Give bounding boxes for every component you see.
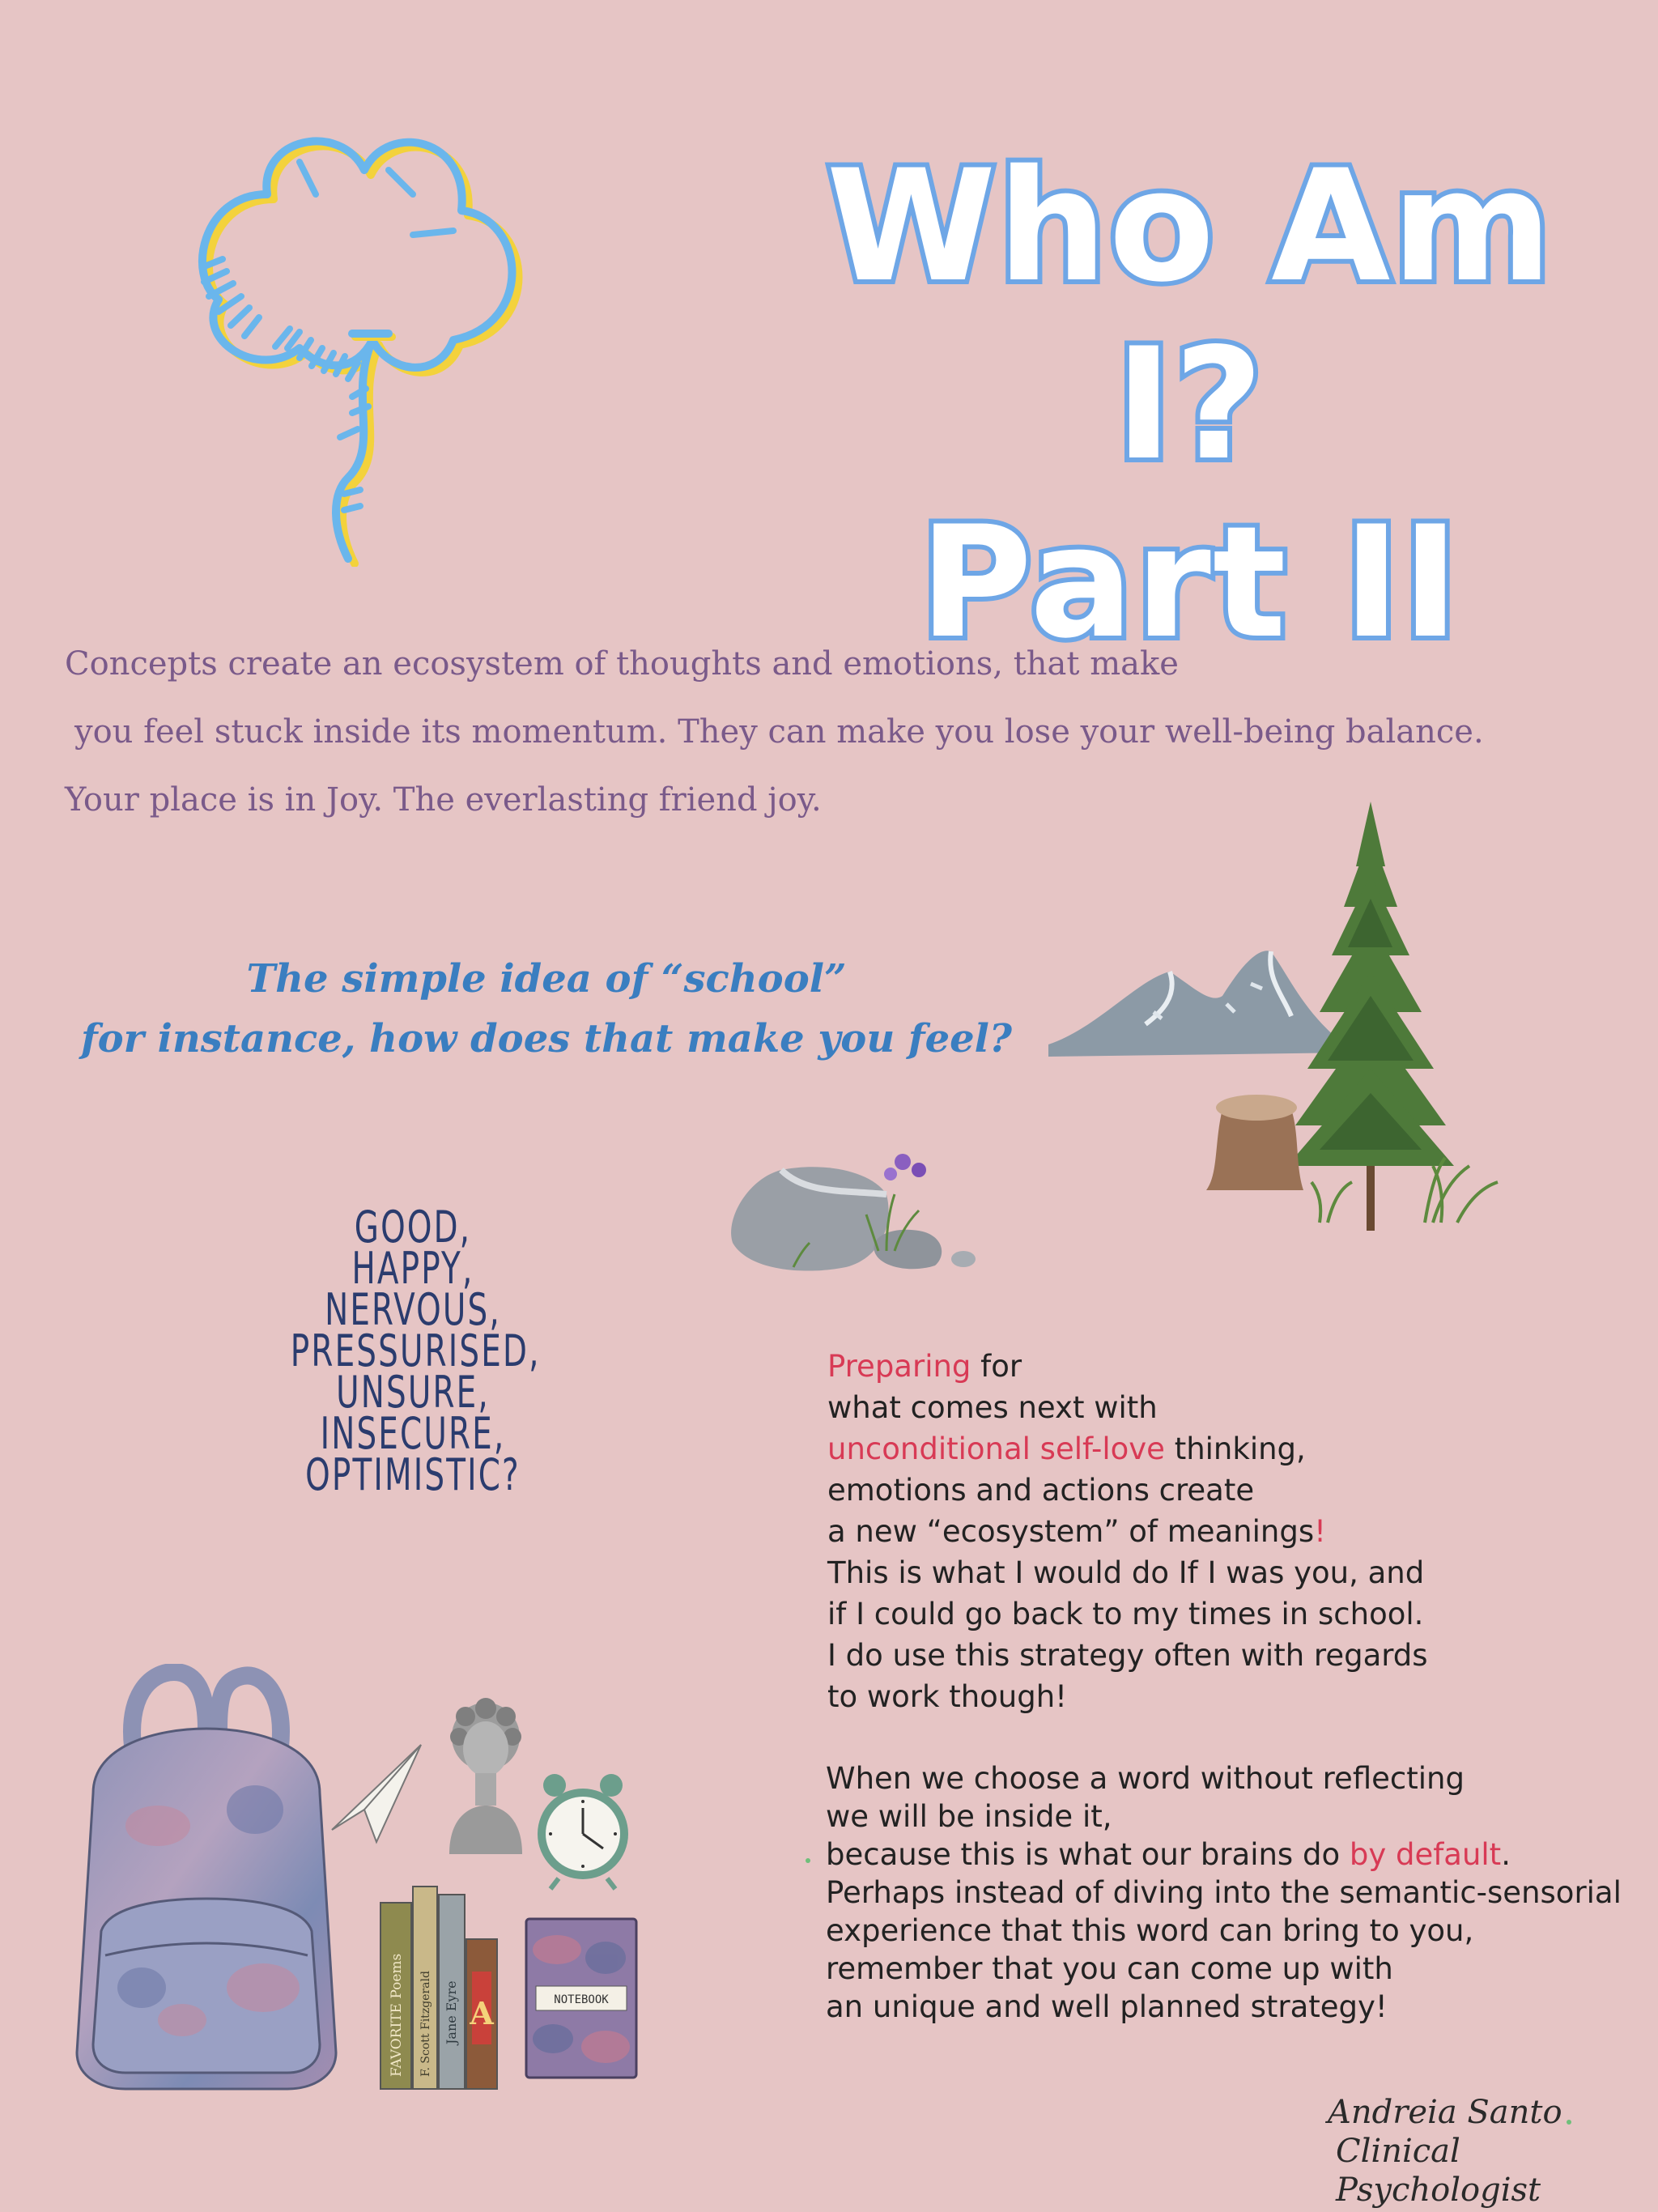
signature-title: Clinical Psychologist [1336,2133,1541,2209]
body-line: an unique and well planned strategy! [826,1989,1388,2024]
body-line: I do use this strategy often with regards [827,1638,1428,1673]
strategy-paragraph [827,1346,1428,1717]
rocks-icon [716,1146,984,1279]
reflection-paragraph [826,1759,1622,2026]
pine-tree-icon [1182,802,1522,1239]
feeling-item: GOOD, [354,1202,472,1253]
body-line: emotions and actions create [827,1473,1255,1508]
book-favorite-label: FAVORITE Poems [389,1953,405,2077]
books-icon [376,1882,502,2093]
question-line-2: for instance, how does that make you feel? [80,1016,1013,1061]
body-text: thinking, [1164,1431,1306,1466]
intro-line-3: Your place is in Joy. The everlasting friend joy. [65,781,822,819]
notebook-icon [525,1917,638,2079]
intro-line-1: Concepts create an ecosystem of thoughts and emotions, that make [65,645,1179,683]
body-line: if I could go back to my times in school. [827,1597,1424,1631]
body-text: a new “ecosystem” of meanings [827,1514,1315,1549]
signature [1328,2093,1587,2210]
feelings-list [290,1202,541,1500]
body-line: Perhaps instead of diving into the semantic-sensorial [826,1875,1622,1910]
book-jane-eyre-label: Jane Eyre [444,1980,459,2044]
intro-line-2: you feel stuck inside its momentum. They can make you lose your well-being balance. [74,713,1484,751]
alarm-clock-icon [530,1769,636,1891]
feeling-item: INSECURE, [320,1408,506,1459]
body-line: what comes next with [827,1390,1158,1425]
decorative-dot [1567,2120,1571,2125]
highlight-self-love: unconditional self-love [827,1431,1165,1466]
body-text: for [971,1349,1022,1384]
decorative-dot [806,1858,810,1863]
body-line: remember that you can come up with [826,1951,1393,1986]
book-fitzgerald-label: F. Scott Fitzgerald [419,1971,432,2077]
highlight-by-default: by default [1349,1837,1502,1872]
body-text: because this is what our brains do [826,1837,1350,1872]
highlight-preparing: Preparing [827,1349,971,1384]
page-title [753,138,1627,672]
feeling-item: HAPPY, [351,1243,474,1294]
bust-icon [441,1692,530,1862]
body-line: to work though! [827,1679,1068,1714]
highlight-exclamation: ! [1314,1514,1326,1549]
body-line: experience that this word can bring to you, [826,1913,1474,1948]
body-line: we will be inside it, [826,1799,1112,1834]
body-line: This is what I would do If I was you, and [827,1555,1425,1590]
title-line-1: Who Am I? [826,137,1554,494]
body-line: When we choose a word without reflecting [826,1761,1465,1796]
title-line-2: Part II [919,493,1461,672]
feeling-item: OPTIMISTIC? [305,1449,521,1500]
body-text: . [1501,1837,1511,1872]
feeling-item: UNSURE, [336,1367,490,1418]
book-a-label: A [470,1995,494,2031]
notebook-label: NOTEBOOK [554,1993,609,2006]
feeling-item: PRESSURISED, [290,1325,541,1376]
signature-name: Andreia Santo [1328,2094,1562,2131]
backpack-icon [61,1664,352,2093]
paper-plane-icon [328,1741,425,1846]
feeling-item: NERVOUS, [325,1284,501,1335]
school-question [49,949,1044,1069]
question-line-1: The simple idea of “school” [246,956,847,1002]
thought-cloud-icon [146,105,567,567]
